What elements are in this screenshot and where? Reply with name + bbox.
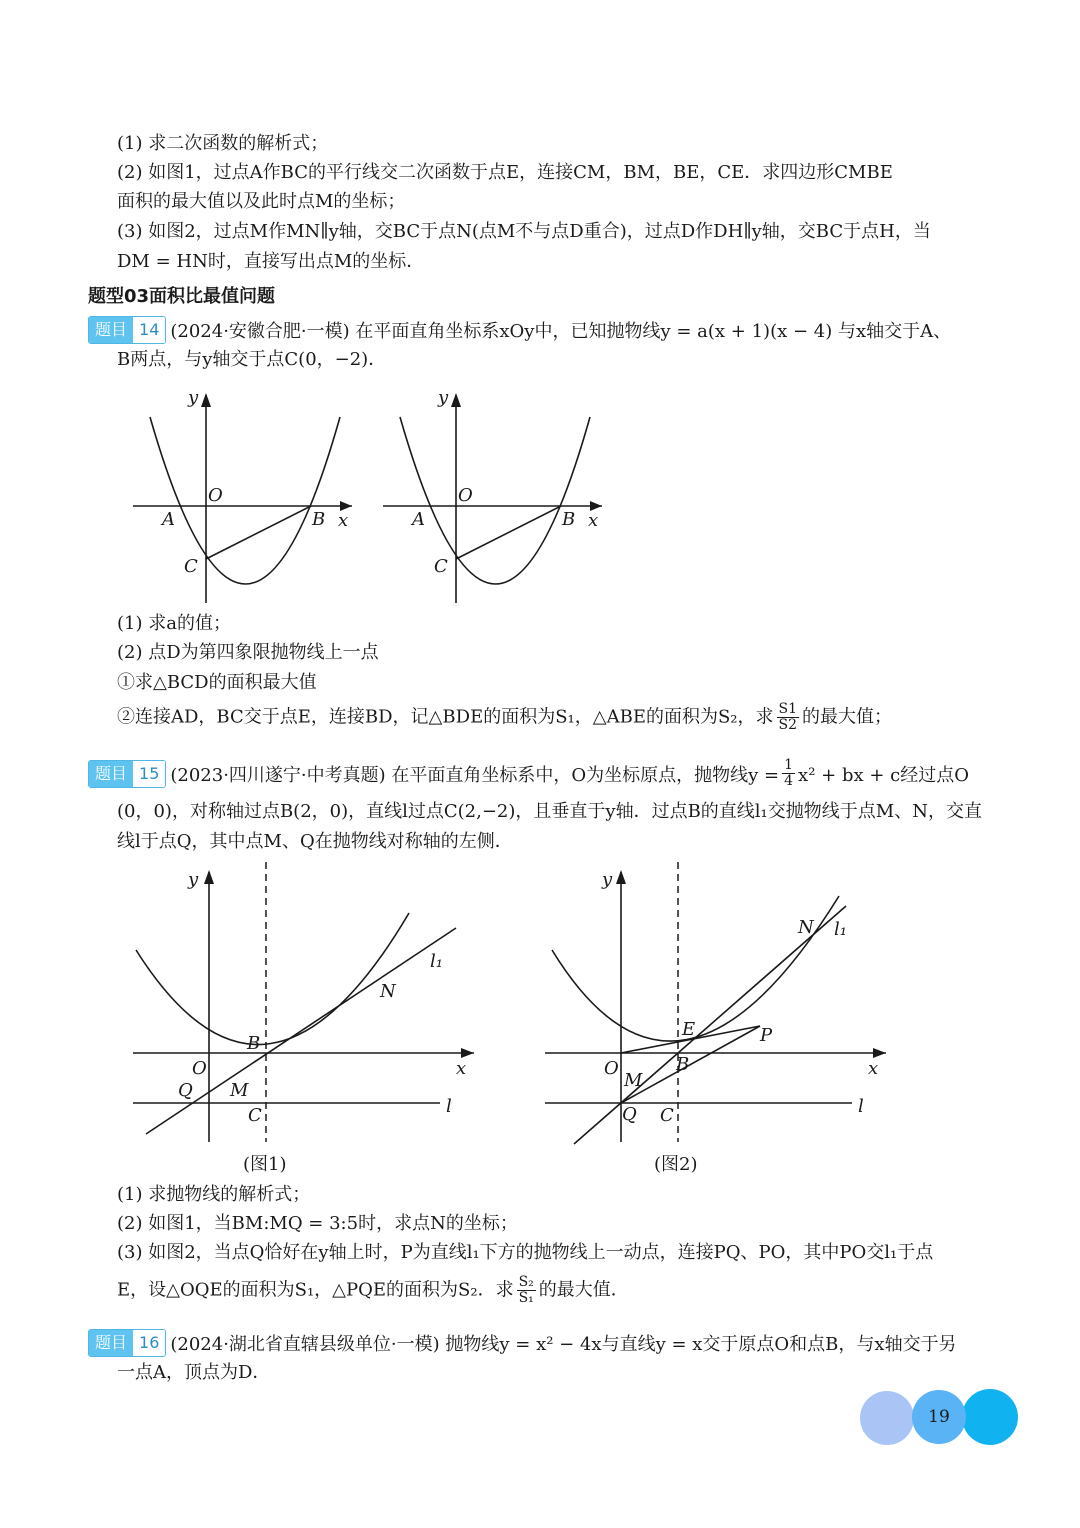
fig2-label-P: P — [760, 1025, 773, 1046]
q14-right-label-B: B — [562, 509, 576, 530]
fig2-label-M: M — [624, 1070, 643, 1091]
fig1-label-N: N — [380, 981, 396, 1002]
q16-header — [88, 1329, 957, 1357]
q15-figure-2 — [540, 858, 900, 1148]
q15-coef-denominator: 4 — [784, 773, 794, 789]
q14-ratio-fraction — [777, 702, 800, 733]
fig2-label-N: N — [798, 917, 814, 938]
q15-ratio-fraction — [517, 1275, 536, 1306]
fig2-label-l: l — [858, 1096, 864, 1117]
prev-line-4: (3) 如图2，过点M作MN∥y轴，交BC于点N(点M不与点D重合)，过点D作DH∥y轴，交BC于点H，当 — [117, 221, 931, 242]
q14-intro-1: (2024·安徽合肥·一模) 在平面直角坐标系xOy中，已知抛物线y = a(x + 1)(x − 4) 与x轴交于A、 — [170, 321, 952, 342]
fig1-label-l: l — [446, 1096, 452, 1117]
q16-intro-1: (2024·湖北省直辖县级单位·一模) 抛物线y = x² − 4x与直线y = x交于原点O和点B，与x轴交于另 — [170, 1334, 957, 1355]
fig1-label-y: y — [188, 869, 199, 890]
q14-left-label-A: A — [162, 509, 175, 530]
q14-right-label-y: y — [438, 387, 449, 408]
fig2-label-Q: Q — [622, 1104, 637, 1125]
q15-badge-number: 15 — [133, 761, 165, 787]
fig2-label-x: x — [868, 1058, 879, 1079]
q15-figure-1 — [128, 858, 488, 1148]
q15-badge — [88, 760, 166, 788]
fig2-label-C: C — [660, 1105, 674, 1126]
q15-ratio-denominator: S₁ — [518, 1290, 534, 1306]
q14-part-2a: ①求△BCD的面积最大值 — [117, 672, 317, 693]
q14-right-label-A: A — [412, 509, 425, 530]
q14-ratio-numerator: S1 — [778, 701, 798, 717]
q15-part-2: (2) 如图1，当BM:MQ = 3:5时，求点N的坐标； — [117, 1213, 518, 1234]
fig1-label-M: M — [230, 1080, 249, 1101]
page-number: 19 — [928, 1407, 950, 1427]
fig2-label-y: y — [602, 869, 613, 890]
q14-figure-right — [378, 385, 610, 610]
q14-intro-2: B两点，与y轴交于点C(0，−2)． — [117, 349, 387, 370]
q14-left-label-x: x — [338, 510, 349, 531]
q15-intro-1-text: (2023·四川遂宁·中考真题) 在平面直角坐标系中，O为坐标原点，抛物线y = — [170, 764, 780, 786]
q15-badge-label: 题目 — [89, 761, 133, 787]
fig2-label-E: E — [682, 1019, 696, 1040]
q14-right-label-x: x — [588, 510, 599, 531]
prev-line-5: DM = HN时，直接写出点M的坐标． — [117, 251, 425, 272]
q14-part-1: (1) 求a的值； — [117, 613, 231, 634]
fig2-caption: (图2) — [654, 1154, 698, 1175]
q14-figure-left — [128, 385, 360, 610]
q14-part-2b-tail: 的最大值； — [802, 706, 893, 728]
q16-badge-number: 16 — [133, 1330, 165, 1356]
fig1-label-Q: Q — [178, 1080, 193, 1101]
q14-left-label-C: C — [184, 556, 198, 577]
q14-badge-label: 题目 — [89, 317, 133, 343]
q14-part-2b-text: ②连接AD，BC交于点E，连接BD，记△BDE的面积为S₁，△ABE的面积为S₂，求 — [117, 706, 774, 728]
q15-intro-2: (0，0)，对称轴过点B(2，0)，直线l过点C(2,−2)，且垂直于y轴．过点B的直线l₁交抛物线于点M、N，交直 — [117, 801, 982, 822]
q14-left-label-O: O — [208, 485, 223, 506]
q15-header — [88, 758, 969, 789]
page-circle-right — [962, 1389, 1018, 1445]
q16-badge-label: 题目 — [89, 1330, 133, 1356]
q15-intro-3: 线l于点Q，其中点M、Q在抛物线对称轴的左侧． — [117, 831, 513, 852]
q15-part-4 — [117, 1275, 629, 1306]
fig1-label-O: O — [192, 1058, 207, 1079]
fig2-label-B: B — [676, 1054, 690, 1075]
section-title: 题型03面积比最值问题 — [88, 286, 276, 307]
q14-left-label-y: y — [188, 387, 199, 408]
q15-part-4-text: E，设△OQE的面积为S₁，△PQE的面积为S₂．求 — [117, 1279, 514, 1301]
q15-coef-numerator: 1 — [784, 757, 794, 773]
q14-ratio-denominator: S2 — [778, 717, 798, 733]
q14-right-label-C: C — [434, 556, 448, 577]
q15-part-3: (3) 如图2，当点Q恰好在y轴上时，P为直线l₁下方的抛物线上一动点，连接PQ、PO，其中PO交l₁于点 — [117, 1242, 934, 1263]
q15-part-1: (1) 求抛物线的解析式； — [117, 1184, 311, 1205]
q15-ratio-numerator: S₂ — [518, 1274, 534, 1290]
fig2-label-O: O — [604, 1058, 619, 1079]
fig1-label-C: C — [248, 1105, 262, 1126]
q14-badge — [88, 316, 166, 344]
q14-badge-number: 14 — [133, 317, 165, 343]
page-circle-left — [860, 1391, 914, 1445]
prev-line-1: (1) 求二次函数的解析式； — [117, 133, 329, 154]
q14-part-2: (2) 点D为第四象限抛物线上一点 — [117, 642, 379, 663]
q15-intro-1-tail: x² + bx + c经过点O — [798, 764, 969, 786]
q16-badge — [88, 1329, 166, 1357]
q15-coef-fraction — [782, 758, 795, 789]
fig1-label-l1: l₁ — [430, 951, 443, 972]
prev-line-3: 面积的最大值以及此时点M的坐标； — [117, 191, 406, 212]
q14-left-label-B: B — [312, 509, 326, 530]
fig2-label-l1: l₁ — [834, 919, 847, 940]
q16-intro-2: 一点A，顶点为D． — [117, 1362, 271, 1383]
q14-part-2b — [117, 702, 892, 733]
q14-header — [88, 316, 951, 344]
prev-line-2: (2) 如图1，过点A作BC的平行线交二次函数于点E，连接CM，BM，BE，CE．求四边形CMBE — [117, 162, 893, 183]
fig1-label-x: x — [456, 1058, 467, 1079]
q15-part-4-tail: 的最大值． — [538, 1279, 629, 1301]
fig1-caption: (图1) — [243, 1154, 287, 1175]
q14-right-label-O: O — [458, 485, 473, 506]
fig1-label-B: B — [247, 1033, 261, 1054]
